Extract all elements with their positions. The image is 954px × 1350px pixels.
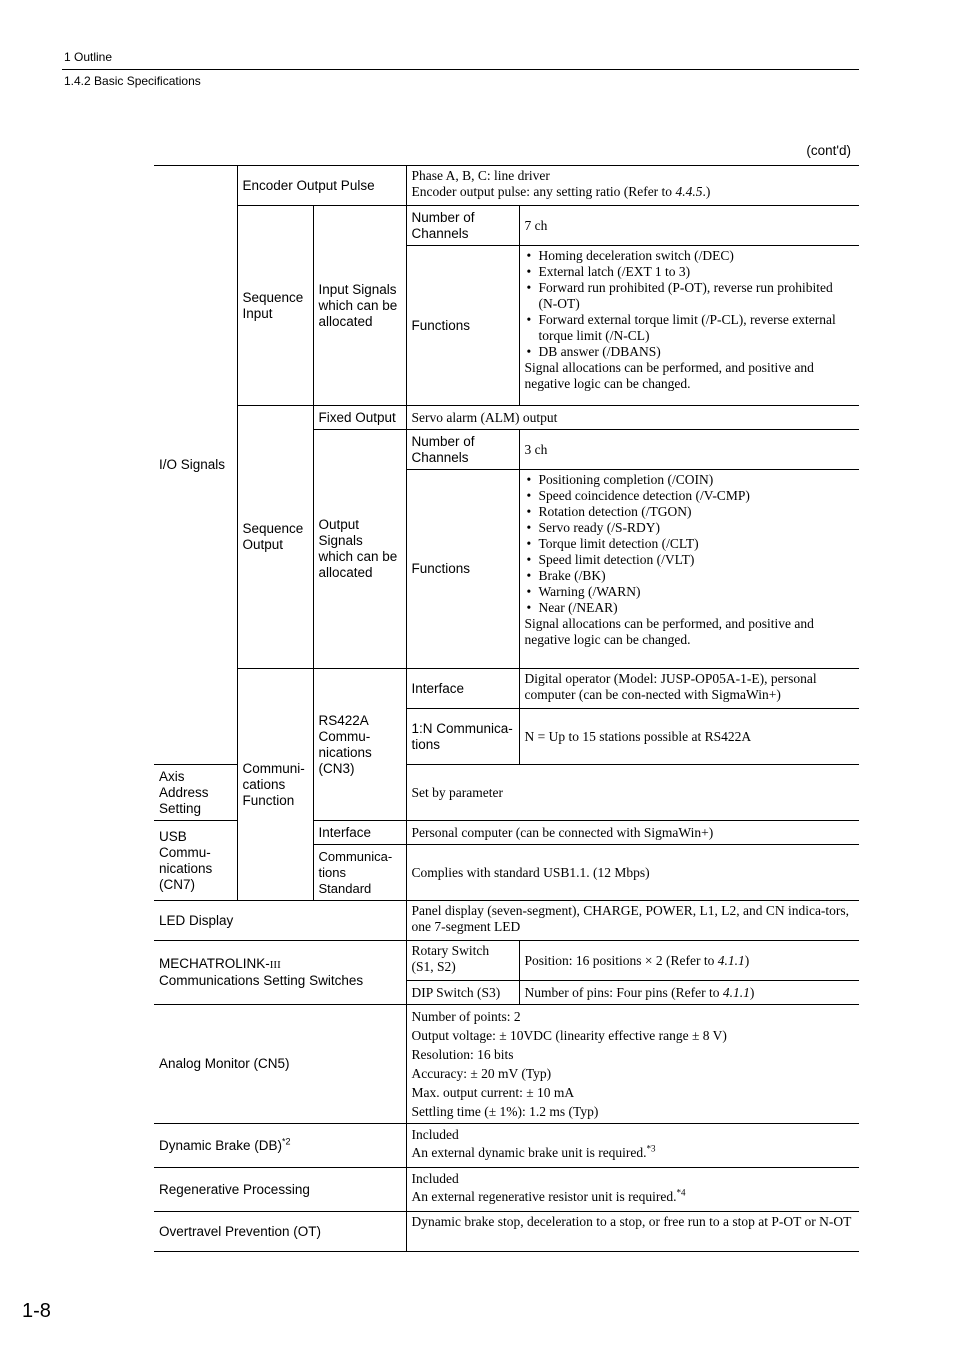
usb-label: USB Commu-nications (CN7) bbox=[154, 821, 237, 901]
analog-line: Settling time (± 1%): 1.2 ms (Typ) bbox=[411, 1104, 599, 1119]
table-row bbox=[154, 206, 859, 246]
list-item: • Speed limit detection (/VLT) bbox=[525, 552, 855, 568]
overtravel-label: Overtravel Prevention (OT) bbox=[154, 1212, 406, 1252]
list-item: • Warning (/WARN) bbox=[525, 584, 855, 600]
axis-address-label: Axis Address Setting bbox=[154, 765, 237, 821]
table-row bbox=[154, 941, 859, 981]
encoder-output-label: Encoder Output Pulse bbox=[237, 166, 406, 206]
dynamic-brake-value: Included An external dynamic brake unit is required.$^{*3}$ bbox=[406, 1124, 859, 1168]
table-row bbox=[154, 1124, 859, 1168]
input-channels-label: Number of Channels bbox=[406, 206, 519, 246]
io-signals-label: I/O Signals bbox=[154, 166, 237, 765]
input-functions-label: Functions bbox=[406, 246, 519, 406]
list-item: • Forward external torque limit (/P-CL), reverse external torque limit (/N-CL) bbox=[525, 312, 855, 344]
table-row bbox=[154, 901, 859, 941]
list-item: • Speed coincidence detection (/V-CMP) bbox=[525, 488, 855, 504]
overtravel-value: Dynamic brake stop, deceleration to a stop, or free run to a stop at P-OT or N-OT bbox=[406, 1212, 859, 1252]
fixed-output-value: Servo alarm (ALM) output bbox=[406, 406, 859, 430]
dip-switch-label: DIP Switch (S3) bbox=[406, 981, 519, 1005]
output-signals-label: Output Signals which can be allocated bbox=[313, 430, 406, 669]
section-header: 1.4.2 Basic Specifications bbox=[64, 74, 201, 88]
list-item: • Homing deceleration switch (/DEC) bbox=[525, 248, 855, 264]
table-row bbox=[154, 1005, 859, 1124]
analog-monitor-label: Analog Monitor (CN5) bbox=[154, 1005, 406, 1124]
input-signals-label: Input Signals which can be allocated bbox=[313, 206, 406, 406]
dynamic-brake-label: Dynamic Brake (DB)$^{*2}$ bbox=[154, 1124, 406, 1168]
input-functions-list bbox=[525, 248, 855, 360]
header-rule bbox=[62, 69, 859, 70]
input-functions-value bbox=[519, 246, 859, 406]
chapter-header: 1 Outline bbox=[64, 50, 113, 64]
table-row bbox=[154, 1168, 859, 1212]
analog-line: Max. output current: ± 10 mA bbox=[411, 1085, 575, 1100]
input-channels-value: 7 ch bbox=[519, 206, 859, 246]
regenerative-label: Regenerative Processing bbox=[154, 1168, 406, 1212]
usb-interface-value: Personal computer (can be connected with SigmaWin+) bbox=[406, 821, 859, 845]
one-to-n-label: 1:N Communica-tions bbox=[406, 709, 519, 765]
output-functions-note: Signal allocations can be performed, and positive and negative logic can be changed. bbox=[524, 616, 814, 647]
output-functions-label: Functions bbox=[406, 470, 519, 669]
list-item: • Near (/NEAR) bbox=[525, 600, 855, 616]
one-to-n-value: N = Up to 15 stations possible at RS422A bbox=[519, 709, 859, 765]
table-row bbox=[154, 166, 859, 206]
usb-standard-label: Communica-tions Standard bbox=[313, 845, 406, 901]
analog-line: Output voltage: ± 10VDC (linearity effective range ± 8 V) bbox=[411, 1028, 727, 1043]
list-item: • Rotation detection (/TGON) bbox=[525, 504, 855, 520]
specifications-table bbox=[154, 165, 859, 1252]
led-display-label: LED Display bbox=[154, 901, 406, 941]
rotary-switch-label: Rotary Switch (S1, S2) bbox=[406, 941, 519, 981]
rs422a-label: RS422A Commu-nications (CN3) bbox=[313, 669, 406, 821]
communications-label: Communi-cations Function bbox=[237, 669, 313, 901]
list-item: • Brake (/BK) bbox=[525, 568, 855, 584]
input-functions-note: Signal allocations can be performed, and positive and negative logic can be changed. bbox=[524, 360, 814, 391]
list-item: • Servo ready (/S-RDY) bbox=[525, 520, 855, 536]
page-number: 1-8 bbox=[22, 1300, 51, 1322]
table-row bbox=[154, 669, 859, 709]
list-item: • Torque limit detection (/CLT) bbox=[525, 536, 855, 552]
list-item: • Positioning completion (/COIN) bbox=[525, 472, 855, 488]
usb-standard-value: Complies with standard USB1.1. (12 Mbps) bbox=[406, 845, 859, 901]
rs422a-interface-label: Interface bbox=[406, 669, 519, 709]
rotary-switch-value: Position: 16 positions × 2 (Refer to 4.1.1) bbox=[519, 941, 859, 981]
fixed-output-label: Fixed Output bbox=[313, 406, 406, 430]
encoder-output-value: Phase A, B, C: line driver Encoder output pulse: any setting ratio (Refer to 4.4.5.) bbox=[406, 166, 859, 206]
sequence-output-label: Sequence Output bbox=[237, 406, 313, 669]
axis-address-value: Set by parameter bbox=[406, 765, 859, 821]
sequence-input-label: Sequence Input bbox=[237, 206, 313, 406]
list-item: • External latch (/EXT 1 to 3) bbox=[525, 264, 855, 280]
dip-switch-value: Number of pins: Four pins (Refer to 4.1.1) bbox=[519, 981, 859, 1005]
analog-line: Accuracy: ± 20 mV (Typ) bbox=[411, 1066, 552, 1081]
usb-interface-label: Interface bbox=[313, 821, 406, 845]
output-channels-label: Number of Channels bbox=[406, 430, 519, 470]
output-functions-value bbox=[519, 470, 859, 669]
analog-line: Resolution: 16 bits bbox=[411, 1047, 514, 1062]
list-item: • DB answer (/DBANS) bbox=[525, 344, 855, 360]
table-row bbox=[154, 1212, 859, 1252]
continued-label: (cont'd) bbox=[806, 143, 851, 158]
regenerative-value: Included An external regenerative resistor unit is required.$^{*4}$ bbox=[406, 1168, 859, 1212]
rs422a-interface-value: Digital operator (Model: JUSP-OP05A-1-E), personal computer (can be con-nected with SigmaWin+) bbox=[519, 669, 859, 709]
analog-line: Number of points: 2 bbox=[411, 1009, 521, 1024]
led-display-value: Panel display (seven-segment), CHARGE, POWER, L1, L2, and CN indica-tors, one 7-segment LED bbox=[406, 901, 859, 941]
output-channels-value: 3 ch bbox=[519, 430, 859, 470]
list-item: • Forward run prohibited (P-OT), reverse run prohibited (N-OT) bbox=[525, 280, 855, 312]
table-row bbox=[154, 406, 859, 430]
mechatrolink-label: MECHATROLINK-III Communications Setting Switches bbox=[154, 941, 406, 1005]
analog-monitor-value bbox=[406, 1005, 859, 1124]
output-functions-list bbox=[525, 472, 855, 616]
